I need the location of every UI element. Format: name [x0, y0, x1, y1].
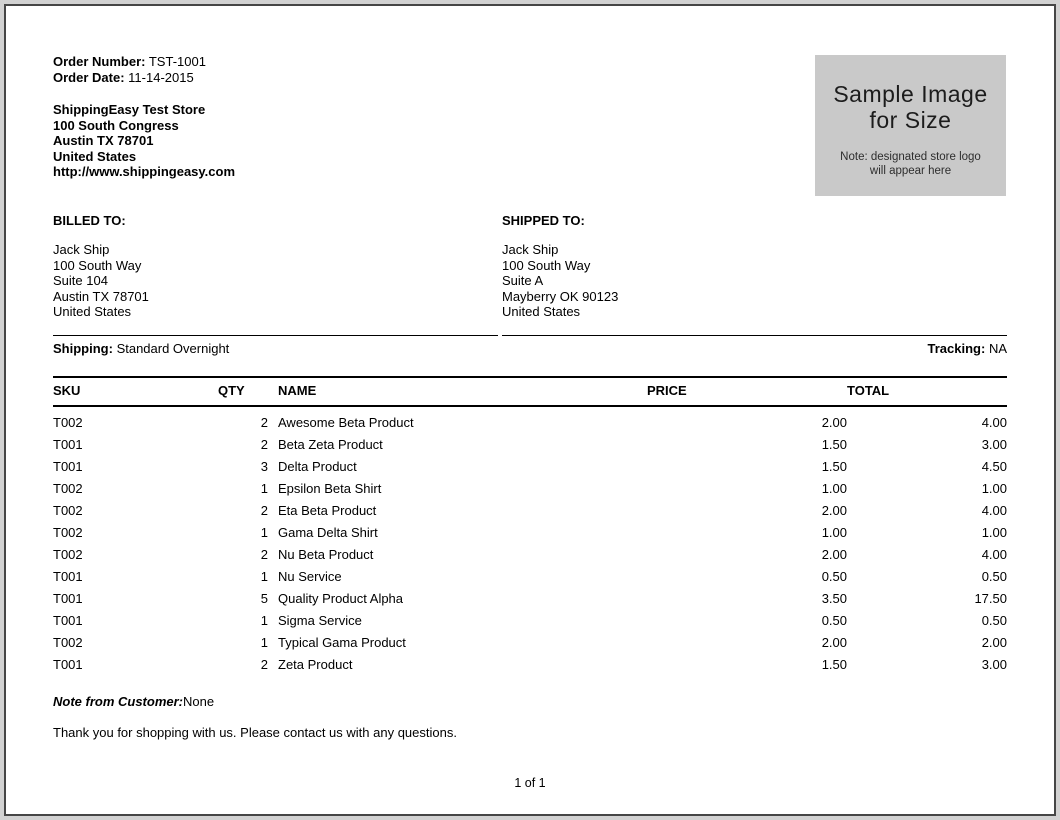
packing-slip-page [4, 4, 1056, 816]
tracking [502, 335, 1007, 357]
store-name: ShippingEasy Test Store [53, 102, 206, 117]
billed-to-name: Jack Ship [53, 242, 110, 257]
cell-sku: T001 [53, 612, 83, 628]
cell-total: 0.50 [981, 568, 1007, 584]
addresses-section [53, 213, 1007, 320]
cell-sku: T002 [53, 502, 83, 518]
items-table-body [53, 406, 1007, 671]
cell-name: Nu Beta Product [278, 546, 374, 562]
store-website: http://www.shippingeasy.com [53, 164, 236, 179]
order-date-value: 11-14-2015 [128, 69, 194, 85]
cell-qty: 1 [260, 612, 268, 628]
cell-sku: T001 [53, 568, 83, 584]
cell-qty: 1 [260, 480, 268, 496]
cell-qty: 5 [260, 590, 268, 606]
table-row [53, 649, 1007, 671]
table-row [53, 583, 1007, 605]
header-name: NAME [268, 377, 647, 406]
cell-name: Zeta Product [278, 656, 353, 672]
logo-placeholder-title: Sample Image for Size [833, 81, 988, 133]
customer-note-value: None [183, 693, 215, 709]
customer-note-label: Note from Customer: [53, 693, 184, 709]
header-row [53, 377, 1007, 406]
cell-price: 1.00 [821, 524, 847, 540]
cell-price: 2.00 [821, 634, 847, 650]
cell-name: Quality Product Alpha [278, 590, 404, 606]
cell-sku: T001 [53, 436, 83, 452]
billed-to-street: 100 South Way [53, 257, 142, 273]
store-address-line2: Austin TX 78701 [53, 133, 154, 148]
cell-sku: T002 [53, 524, 83, 540]
cell-price: 2.00 [821, 546, 847, 562]
customer-note [53, 694, 1007, 710]
cell-sku: T002 [53, 546, 83, 562]
cell-price: 1.50 [821, 458, 847, 474]
billed-to-country: United States [53, 304, 132, 319]
order-date-label: Order Date: [53, 69, 125, 85]
page-number: 1 of 1 [514, 775, 546, 790]
packing-slip-content [6, 6, 1054, 814]
shipped-to-name: Jack Ship [502, 242, 559, 257]
billed-to-address [53, 242, 502, 320]
cell-total: 2.00 [981, 634, 1007, 650]
cell-sku: T001 [53, 590, 83, 606]
cell-name: Eta Beta Product [278, 502, 377, 518]
shipped-to-heading: SHIPPED TO: [502, 212, 585, 228]
billed-to-heading: BILLED TO: [53, 212, 126, 228]
thank-you-message: Thank you for shopping with us. Please contact us with any questions. [53, 725, 457, 740]
cell-sku: T001 [53, 458, 83, 474]
shipped-to-block [502, 213, 1007, 320]
cell-total: 1.00 [981, 480, 1007, 496]
cell-qty: 1 [260, 524, 268, 540]
table-row [53, 451, 1007, 473]
shipping-method-value: Standard Overnight [116, 340, 230, 356]
shipped-to-address [502, 242, 1007, 320]
cell-qty: 2 [260, 414, 268, 430]
table-row [53, 627, 1007, 649]
cell-price: 2.00 [821, 414, 847, 430]
cell-sku: T002 [53, 414, 83, 430]
cell-price: 2.00 [821, 502, 847, 518]
billed-to-block [53, 213, 502, 320]
cell-qty: 1 [260, 568, 268, 584]
table-row [53, 561, 1007, 583]
store-country: United States [53, 148, 137, 164]
billed-to-city: Austin TX 78701 [53, 288, 149, 304]
header-sku: SKU [53, 377, 218, 406]
cell-price: 1.50 [821, 436, 847, 452]
cell-qty: 2 [260, 436, 268, 452]
table-row [53, 429, 1007, 451]
cell-total: 4.50 [981, 458, 1007, 474]
shipping-label: Shipping: [53, 340, 113, 356]
logo-placeholder-note: Note: designated store logo will appear here [840, 151, 981, 177]
cell-name: Gama Delta Shirt [278, 524, 378, 540]
tracking-label: Tracking: [927, 340, 986, 356]
cell-name: Delta Product [278, 458, 357, 474]
cell-qty: 2 [260, 656, 268, 672]
cell-total: 17.50 [974, 590, 1007, 606]
header-total: TOTAL [847, 377, 1007, 406]
cell-total: 4.00 [981, 546, 1007, 562]
cell-qty: 2 [260, 546, 268, 562]
cell-name: Typical Gama Product [278, 634, 406, 650]
cell-price: 1.50 [821, 656, 847, 672]
store-address-line1: 100 South Congress [53, 117, 179, 133]
cell-name: Epsilon Beta Shirt [278, 480, 382, 496]
cell-qty: 2 [260, 502, 268, 518]
cell-total: 3.00 [981, 656, 1007, 672]
table-row [53, 473, 1007, 495]
header-price: PRICE [647, 377, 847, 406]
cell-price: 1.00 [821, 480, 847, 496]
cell-total: 0.50 [981, 612, 1007, 628]
shipped-to-city: Mayberry OK 90123 [502, 288, 619, 304]
cell-price: 0.50 [821, 568, 847, 584]
cell-sku: T002 [53, 480, 83, 496]
table-row [53, 406, 1007, 429]
cell-price: 3.50 [821, 590, 847, 606]
shipped-to-street: 100 South Way [502, 257, 591, 273]
cell-sku: T002 [53, 634, 83, 650]
cell-sku: T001 [53, 656, 83, 672]
shipping-method [53, 335, 498, 357]
items-table-header [53, 377, 1007, 406]
items-table [53, 376, 1007, 671]
cell-name: Sigma Service [278, 612, 362, 628]
cell-name: Nu Service [278, 568, 342, 584]
cell-name: Beta Zeta Product [278, 436, 383, 452]
table-row [53, 605, 1007, 627]
order-number-label: Order Number: [53, 54, 146, 69]
table-row [53, 495, 1007, 517]
shipping-tracking-row [53, 335, 1007, 357]
store-logo-placeholder [815, 55, 1006, 196]
order-number-value: TST-1001 [148, 54, 206, 69]
cell-total: 3.00 [981, 436, 1007, 452]
table-row [53, 517, 1007, 539]
tracking-value: NA [988, 340, 1007, 356]
shipped-to-suite: Suite A [502, 273, 544, 288]
cell-qty: 1 [260, 634, 268, 650]
cell-total: 1.00 [981, 524, 1007, 540]
cell-qty: 3 [260, 458, 268, 474]
table-row [53, 539, 1007, 561]
cell-name: Awesome Beta Product [278, 414, 414, 430]
shipped-to-country: United States [502, 304, 581, 319]
cell-total: 4.00 [981, 414, 1007, 430]
cell-total: 4.00 [981, 502, 1007, 518]
cell-price: 0.50 [821, 612, 847, 628]
header-qty: QTY [218, 377, 268, 406]
billed-to-suite: Suite 104 [53, 273, 108, 288]
